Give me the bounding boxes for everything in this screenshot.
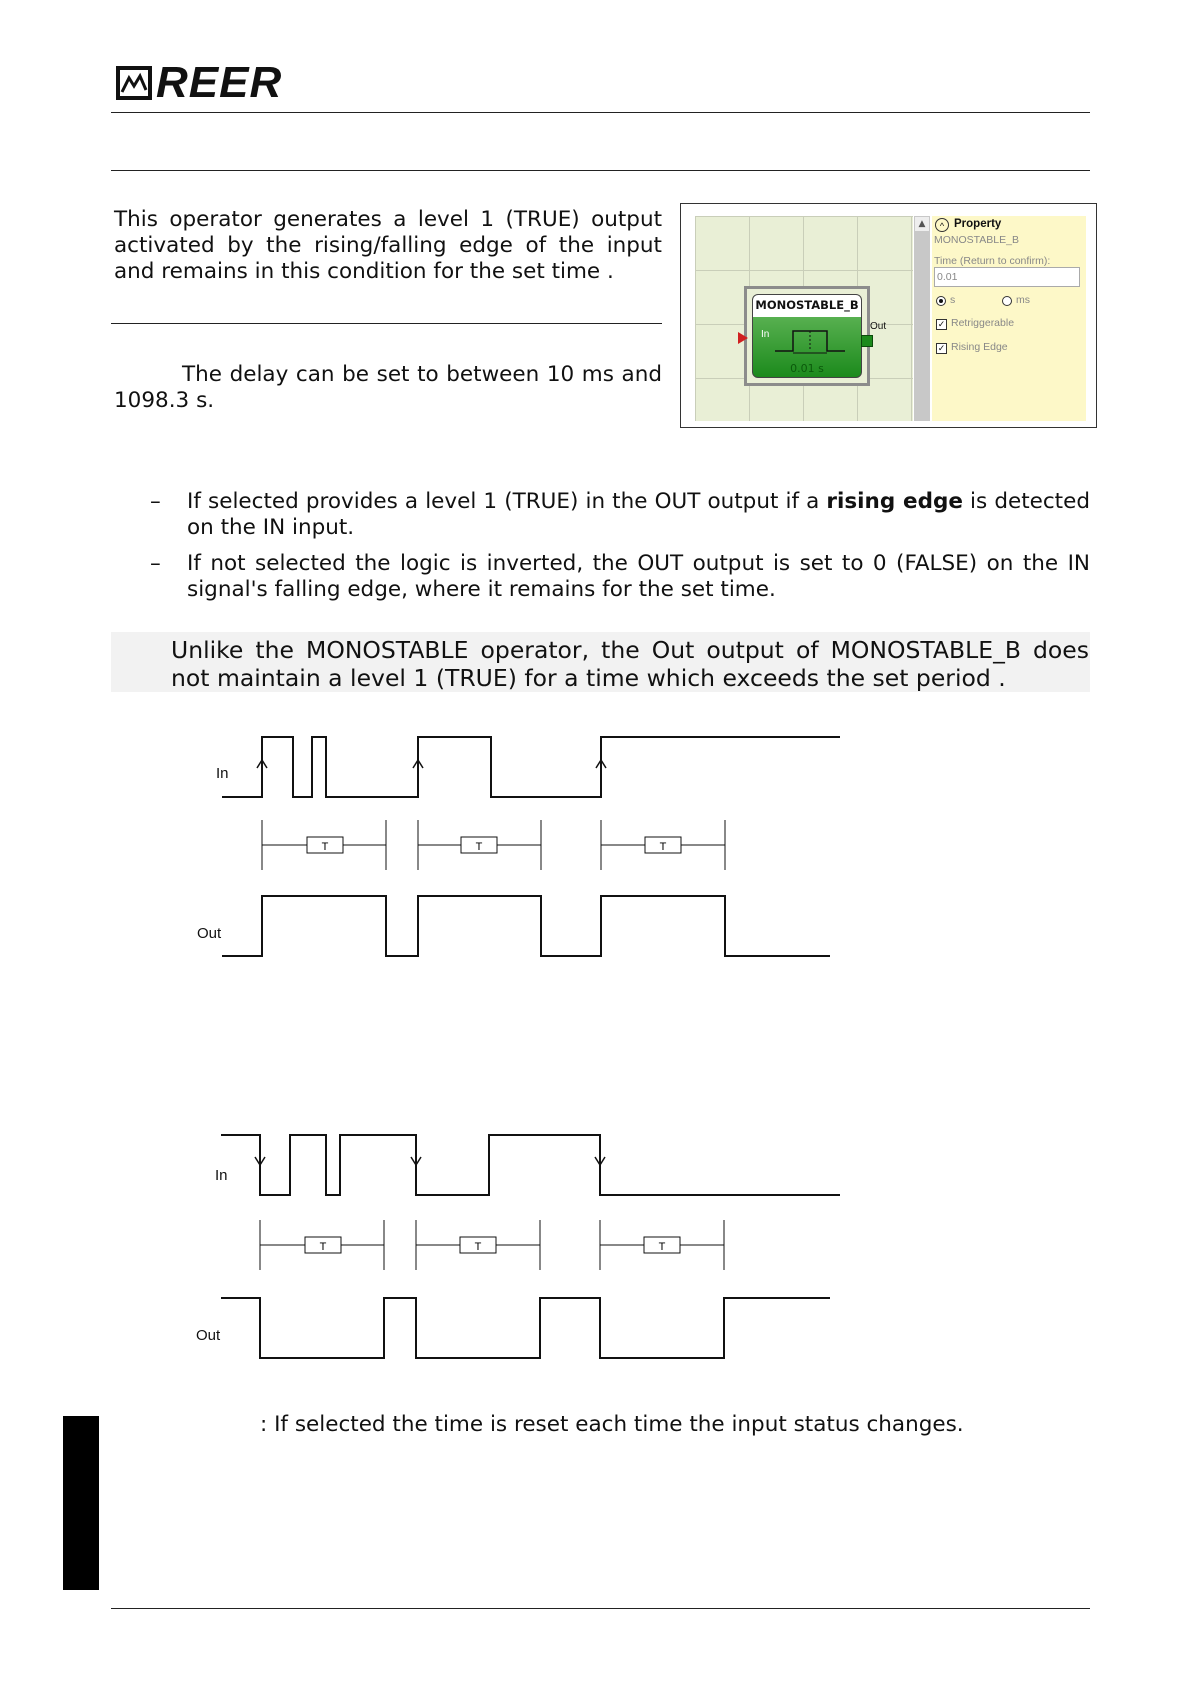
pulse-icon [775,327,845,357]
out-signal-waveform [221,1298,830,1358]
bullet-bold-text: rising edge [826,489,963,514]
canvas-scrollbar[interactable] [914,216,930,421]
bullet-dash: – [150,551,161,576]
unit-s-label: s [950,294,956,306]
in-signal-waveform [221,1135,840,1195]
property-name: MONOSTABLE_B [934,234,1019,246]
timing-diagram-rising [180,720,860,970]
unit-s-radio[interactable] [936,296,946,306]
diagram-out-label: Out [196,1327,221,1344]
block-out-label: Out [870,321,887,332]
retriggerable-label: Retriggerable [951,317,1015,329]
t-label: T [475,841,483,853]
logo-mark-icon [116,66,152,100]
rising-edge-label: Rising Edge [951,341,1008,353]
t-label: T [319,1241,327,1253]
output-pin-icon[interactable] [861,335,873,347]
time-input[interactable] [934,267,1080,287]
block-in-label: In [761,329,770,340]
header-rule [111,112,1090,113]
rising-edge-arrows [257,760,606,768]
note-text: Unlike the MONOSTABLE operator, the Out output of MONOSTABLE_B does not maintain a level 1 (TRUE) for a time which exceeds the set period . [171,636,1089,692]
property-panel [932,216,1086,421]
t-label: T [321,841,329,853]
t-label: T [474,1241,482,1253]
input-pin-icon[interactable] [738,332,748,344]
intro-rule [111,323,662,324]
rising-edge-checkbox[interactable]: ✓ [937,343,946,353]
footer-rule [111,1608,1090,1609]
diagram-in-label: In [215,1167,228,1184]
falling-edge-arrows [255,1157,605,1165]
property-header: Property [954,218,1002,230]
t-label: T [658,1241,666,1253]
retriggerable-checkbox[interactable]: ✓ [937,319,946,329]
bullet-falling-edge [150,551,1090,603]
reer-logo [116,58,282,108]
intro-paragraph: This operator generates a level 1 (TRUE) output activated by the rising/falling edge of the input and remains in this condition for the set time . [114,207,662,284]
out-signal-waveform [222,896,830,956]
bullet-text: If selected provides a level 1 (TRUE) in the OUT output if a rising edge is detected on the IN input. [187,489,1090,540]
delay-paragraph: The delay can be set to between 10 ms and 1098.3 s. [114,362,662,413]
diagram-out-label: Out [197,925,222,942]
monostable-b-block[interactable] [744,286,887,386]
t-label: T [659,841,667,853]
bullet-dash: – [150,489,161,514]
unit-ms-label: ms [1016,294,1030,306]
section-rule [111,170,1090,171]
time-label: Time (Return to confirm): [934,255,1051,267]
diagram-in-label: In [216,765,229,782]
side-tab-marker [63,1416,99,1590]
bullet-text: If not selected the logic is inverted, the OUT output is set to 0 (FALSE) on the IN signal's falling edge, where it remains for the set time. [187,551,1090,602]
block-time-value: 0.01 s [790,362,824,375]
t-interval-markers [262,820,725,870]
collapse-icon[interactable]: ^ [935,218,949,232]
design-canvas [695,216,913,421]
timing-diagram-falling [180,1125,860,1375]
in-signal-waveform [222,737,840,797]
monostable-b-screenshot [680,203,1097,428]
t-interval-markers [260,1220,724,1270]
unit-ms-radio[interactable] [1002,296,1012,306]
block-title: MONOSTABLE_B [755,298,859,312]
scroll-up-icon[interactable]: ▲ [915,217,929,231]
logo-text: REER [156,58,283,107]
bullet-rising-edge [150,489,1090,541]
time-input-value: 0.01 [937,271,958,283]
retriggerable-description: : If selected the time is reset each time the input status changes. [260,1412,964,1437]
